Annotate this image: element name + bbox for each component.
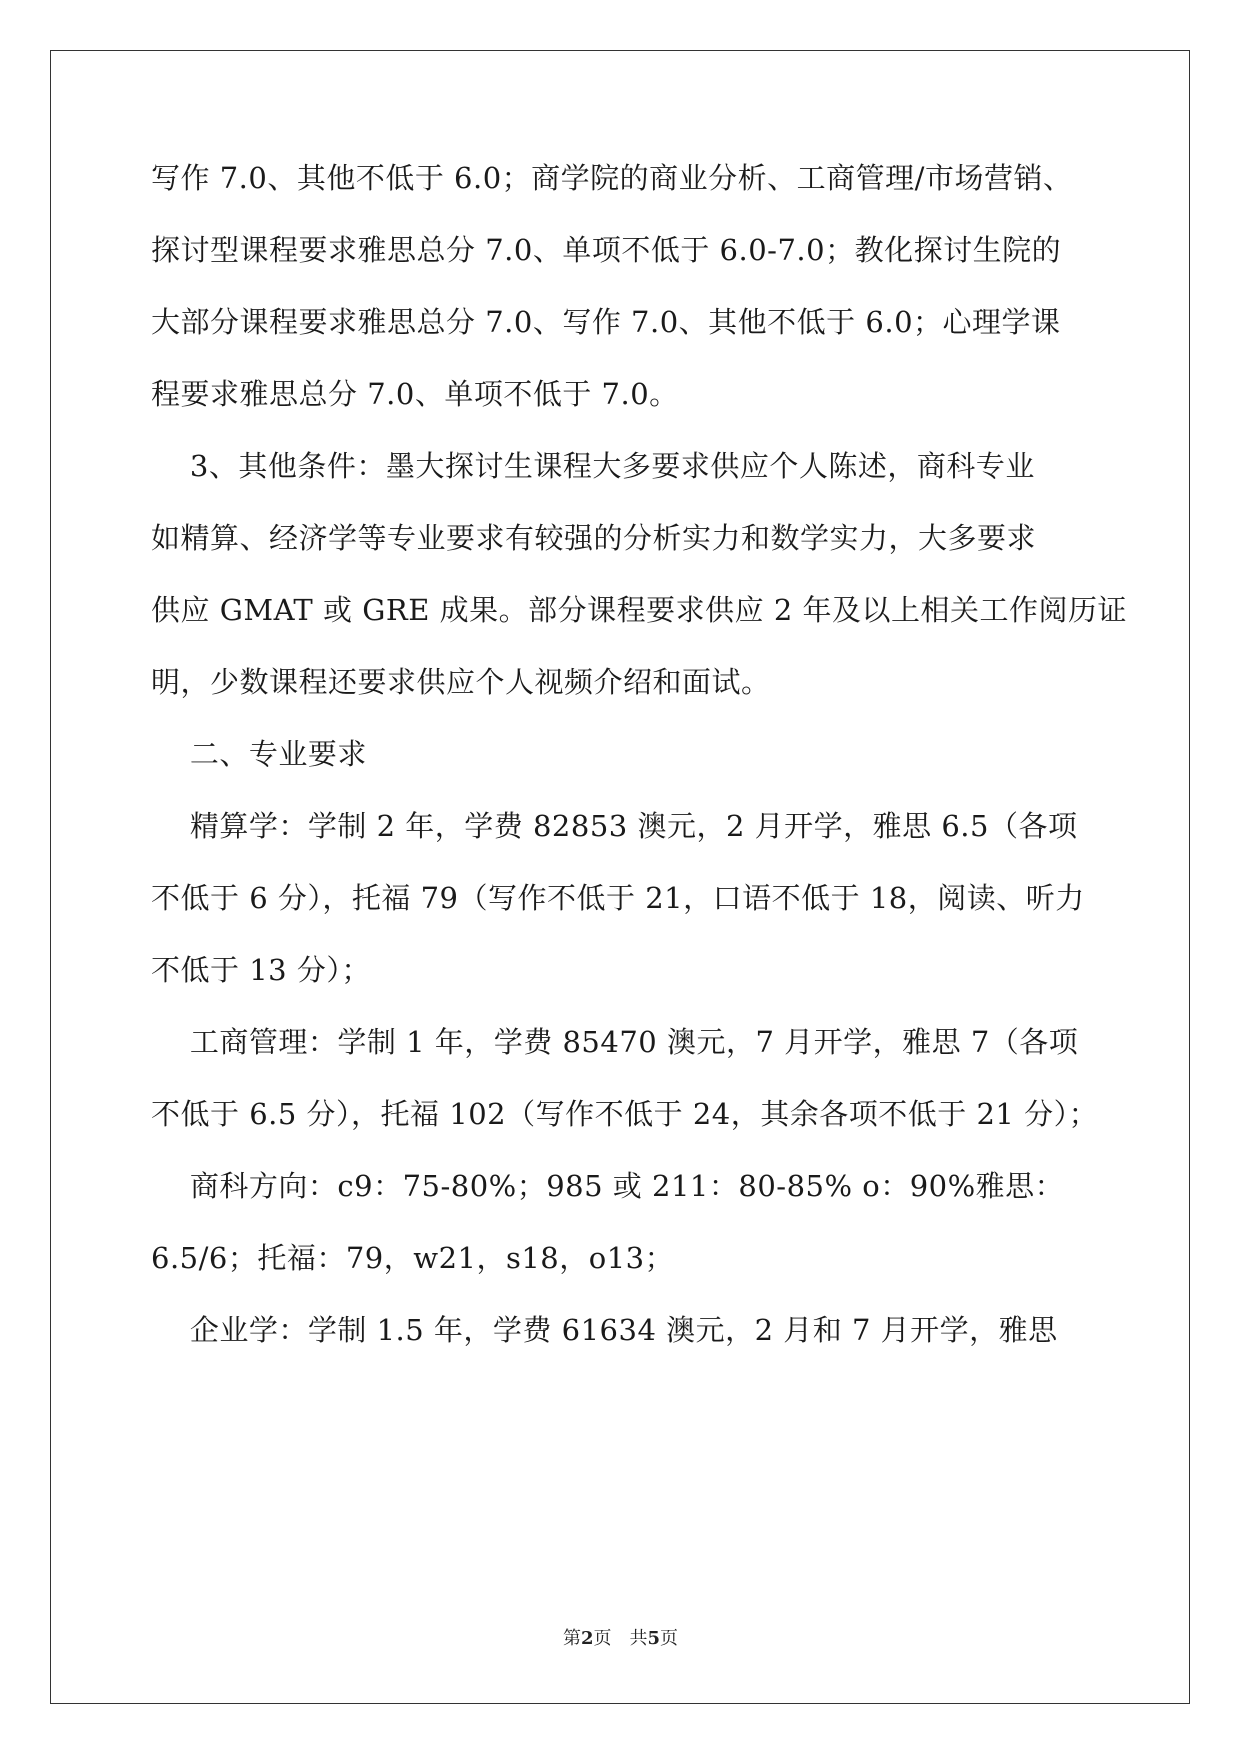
footer-mid: 页 共	[593, 1628, 648, 1649]
section-heading: 二、专业要求	[151, 737, 367, 771]
text-line: 企业学：学制 1.5 年，学费 61634 澳元，2 月和 7 月开学，雅思	[151, 1313, 1058, 1347]
page-footer	[0, 1627, 1241, 1651]
text-line: 工商管理：学制 1 年，学费 85470 澳元，7 月开学，雅思 7（各项	[151, 1025, 1079, 1059]
text-line: 供应 GMAT 或 GRE 成果。部分课程要求供应 2 年及以上相关工作阅历证	[151, 593, 1127, 627]
footer-suffix: 页	[660, 1628, 679, 1649]
text-line: 商科方向：c9：75-80%；985 或 211：80-85% o：90%雅思：	[151, 1169, 1065, 1203]
text-line: 如精算、经济学等专业要求有较强的分析实力和数学实力，大多要求	[151, 521, 1037, 555]
text-line: 不低于 6 分），托福 79（写作不低于 21，口语不低于 18，阅读、听力	[151, 881, 1085, 915]
text-line: 大部分课程要求雅思总分 7.0、写作 7.0、其他不低于 6.0；心理学课	[151, 305, 1061, 339]
text-line: 程要求雅思总分 7.0、单项不低于 7.0。	[151, 377, 679, 411]
text-line: 探讨型课程要求雅思总分 7.0、单项不低于 6.0-7.0；教化探讨生院的	[151, 233, 1062, 267]
current-page-number: 2	[580, 1628, 594, 1649]
text-line: 不低于 13 分）；	[151, 953, 371, 987]
text-line: 6.5/6；托福：79，w21，s18，o13；	[151, 1241, 675, 1275]
text-line: 写作 7.0、其他不低于 6.0；商学院的商业分析、工商管理/市场营销、	[151, 161, 1073, 195]
page-border	[50, 50, 1190, 1704]
footer-prefix: 第	[562, 1628, 581, 1649]
total-pages-number: 5	[647, 1628, 661, 1649]
text-line: 不低于 6.5 分），托福 102（写作不低于 24，其余各项不低于 21 分）；	[151, 1097, 1099, 1131]
text-line: 精算学：学制 2 年，学费 82853 澳元，2 月开学，雅思 6.5（各项	[151, 809, 1078, 843]
text-line: 明，少数课程还要求供应个人视频介绍和面试。	[151, 665, 771, 699]
text-line: 3、其他条件：墨大探讨生课程大多要求供应个人陈述，商科专业	[151, 449, 1035, 483]
